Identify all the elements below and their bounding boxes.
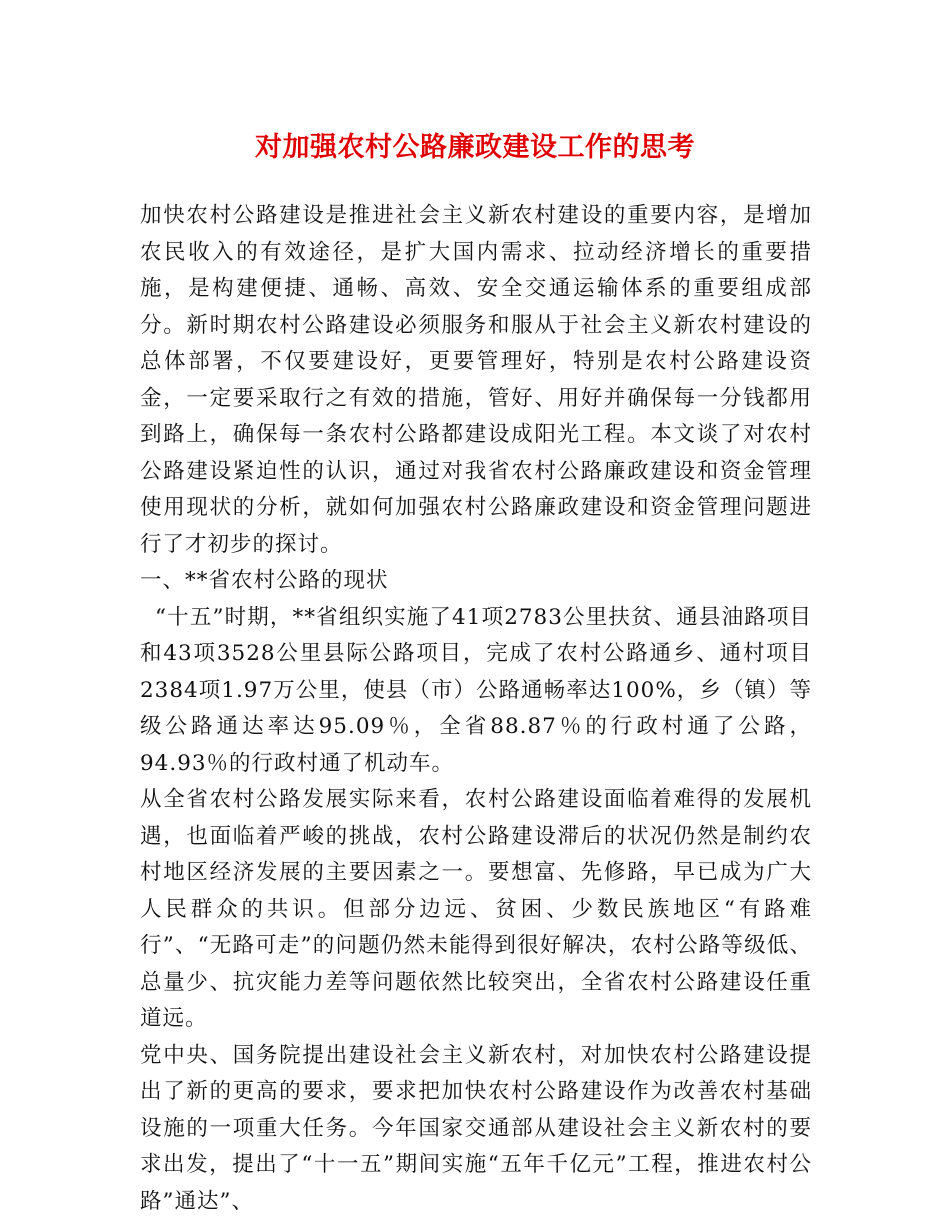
paragraph-intro: 加快农村公路建设是推进社会主义新农村建设的重要内容，是增加农民收入的有效途径，是扩大国内需求、拉动经济增长的重要措施，是构建便捷、通畅、高效、安全交通运输体系的重要组成部分。新时期农村公路建设必须服务和服从于社会主义新农村建设的总体部署，不仅要建设好，更要管理好，特别是农村公路建设资金，一定要采取行之有效的措施，管好、用好并确保每一分钱都用到路上，确保每一条农村公路都建设成阳光工程。本文谈了对农村公路建设紧迫性的认识，通过对我省农村公路廉政建设和资金管理使用现状的分析，就如何加强农村公路廉政建设和资金管理问题进行了才初步的探讨。 [140, 203, 812, 557]
paragraph-statistics: “十五”时期，**省组织实施了41项2783公里扶贫、通县油路项目和43项3528公里县际公路项目，完成了农村公路通乡、通村项目2384项1.97万公里，使县（市）公路通畅率达100%，乡（镇）等级公路通达率达95.09％，全省88.87％的行政村通了公路，94.93％的行政村通了机动车。 [140, 604, 812, 776]
section-heading: 一、**省农村公路的现状 [140, 568, 389, 593]
paragraph-challenges: 从全省农村公路发展实际来看，农村公路建设面临着难得的发展机遇，也面临着严峻的挑战，农村公路建设滞后的状况仍然是制约农村地区经济发展的主要因素之一。要想富、先修路，早已成为广大人民群众的共识。但部分边远、贫困、少数民族地区“有路难行”、“无路可走”的问题仍然未能得到很好解决，农村公路等级低、总量少、抗灾能力差等问题依然比较突出，全省农村公路建设任重道远。 [140, 787, 812, 1031]
document-body [140, 198, 812, 1220]
paragraph-policy: 党中央、国务院提出建设社会主义新农村，对加快农村公路建设提出了新的更高的要求，要求把加快农村公路建设作为改善农村基础设施的一项重大任务。今年国家交通部从建设社会主义新农村的要求出发，提出了“十一五”期间实施“五年千亿元”工程，推进农村公路”通达”、 [140, 1042, 812, 1214]
document-title: 对加强农村公路廉政建设工作的思考 [255, 132, 695, 163]
